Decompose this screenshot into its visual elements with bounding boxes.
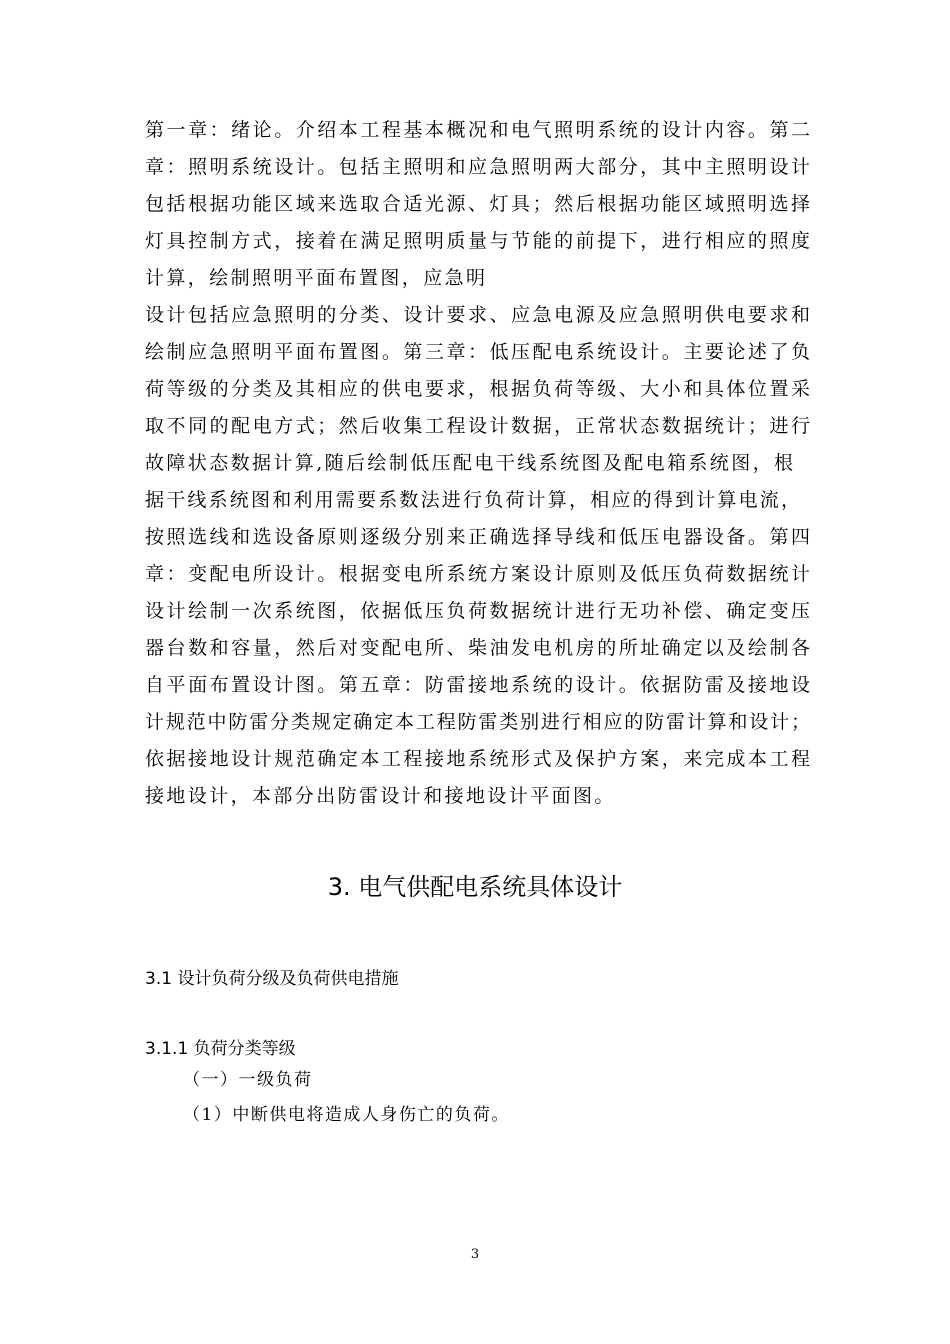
body-text-line: 设计包括应急照明的分类、设计要求、应急电源及应急照明供电要求和 [145,304,810,326]
page-number: 3 [470,1247,480,1262]
body-text-line: 计规范中防雷分类规定确定本工程防雷类别进行相应的防雷计算和设计； [145,711,810,733]
body-text-line: 荷等级的分类及其相应的供电要求，根据负荷等级、大小和具体位置采 [145,378,810,400]
list-heading: （一）一级负荷 [183,1070,313,1090]
chapter-title: 3. 电气供配电系统具体设计 [327,873,623,901]
body-text-line: 据干线系统图和利用需要系数法进行负荷计算，相应的得到计算电流， [145,489,800,511]
body-text-line: 接地设计，本部分出防雷设计和接地设计平面图。 [145,785,616,807]
body-text-line: 章：照明系统设计。包括主照明和应急照明两大部分，其中主照明设计 [145,156,810,178]
body-text-line: 第一章：绪论。介绍本工程基本概况和电气照明系统的设计内容。第二 [145,119,810,141]
body-text-line: 按照选线和选设备原则逐级分别来正确选择导线和低压电器设备。第四 [145,526,810,548]
body-text-line: 包括根据功能区域来选取合适光源、灯具；然后根据功能区域照明选择 [145,193,810,215]
body-text-line: 计算，绘制照明平面布置图，应急明 [145,267,488,289]
body-text-line: 灯具控制方式，接着在满足照明质量与节能的前提下，进行相应的照度 [145,230,810,252]
body-text-line: 器台数和容量，然后对变配电所、柴油发电机房的所址确定以及绘制各 [145,637,810,659]
body-text-line: 取不同的配电方式；然后收集工程设计数据，正常状态数据统计；进行 [145,415,810,437]
body-text-line: 设计绘制一次系统图，依据低压负荷数据统计进行无功补偿、确定变压 [145,600,810,622]
body-text-line: 绘制应急照明平面布置图。第三章：低压配电系统设计。主要论述了负 [145,341,810,363]
body-text-line: 自平面布置设计图。第五章：防雷接地系统的设计。依据防雷及接地设 [145,674,810,696]
section-heading: 3.1 设计负荷分级及负荷供电措施 [145,969,399,989]
body-text-line: 章：变配电所设计。根据变电所系统方案设计原则及低压负荷数据统计 [145,563,810,585]
body-text-line: 依据接地设计规范确定本工程接地系统形式及保护方案，来完成本工程 [145,748,810,770]
body-text-line: 故障状态数据计算,随后绘制低压配电干线系统图及配电箱系统图，根 [145,452,793,474]
list-item: （1）中断供电将造成人身伤亡的负荷。 [183,1105,510,1125]
subsection-heading: 3.1.1 负荷分类等级 [145,1039,296,1059]
